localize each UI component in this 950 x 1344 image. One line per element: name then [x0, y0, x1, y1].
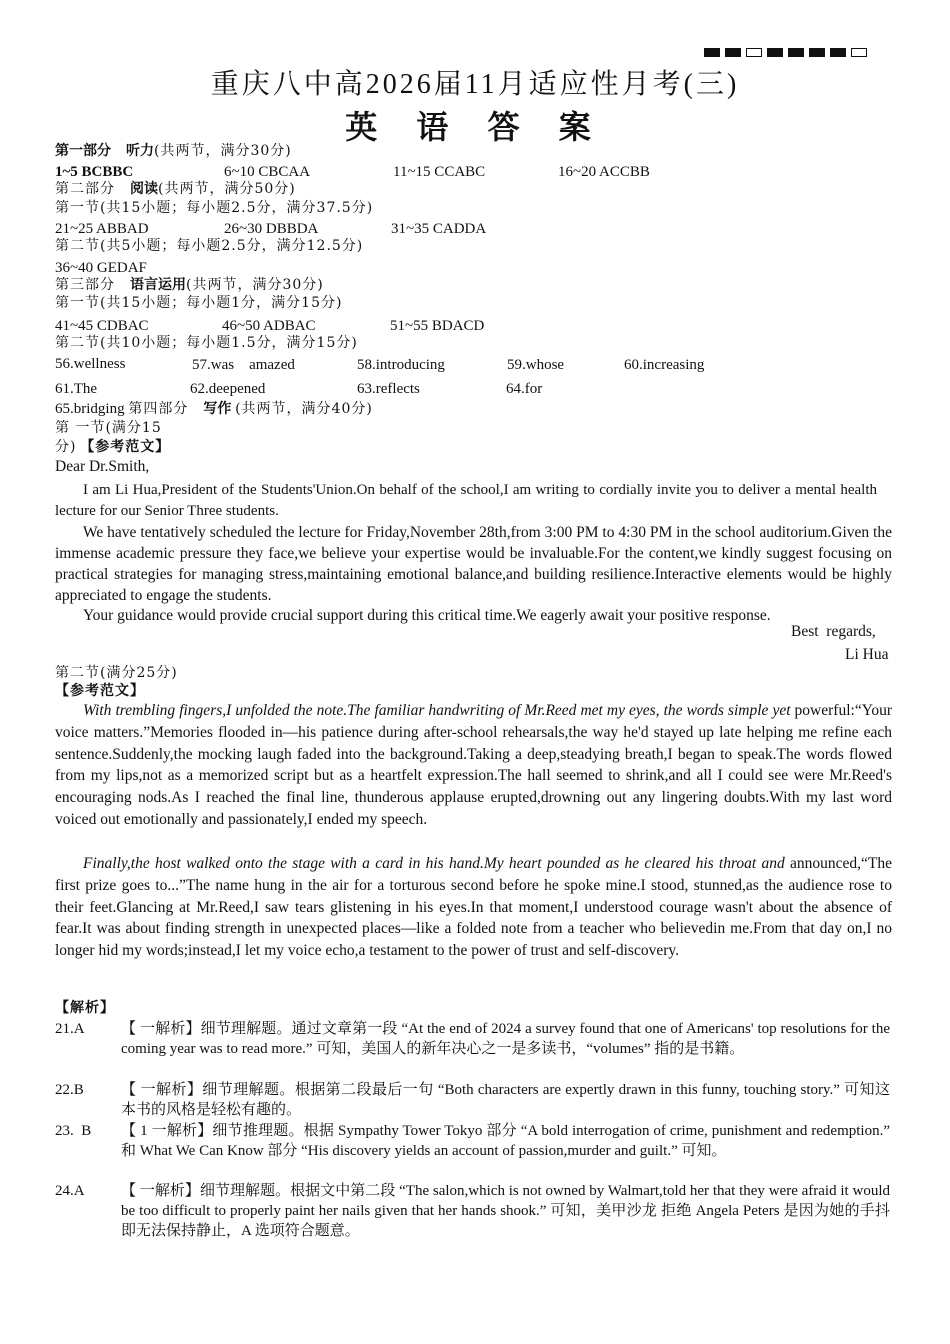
analysis-text: 【 一解析】细节理解题。通过文章第一段 “At the end of 2024 a survey found that one of Americans' top resolutions for the coming year was to read more.” 可知，美国人的新年决心之一是多读书，“volumes” 指的是书籍。: [121, 1021, 890, 1057]
letter-paragraph: We have tentatively scheduled the lecture for Friday,November 28th,from 3:00 PM to 4:30 PM in the school auditorium.Given the immense academic pressure they face,we believe your expertise would be invaluable.For the content,we kindly suggest focusing on practical strategies for managing stress,maintaining emotional balance,and building resilience.Interactive elements would be highly appreciated to engage the students.: [55, 524, 892, 604]
header-mark: [851, 48, 867, 57]
letter-greeting: Dear Dr.Smith,: [55, 458, 150, 475]
part1-name: 听力: [126, 143, 154, 159]
analysis-number: 22.B: [55, 1082, 84, 1098]
analysis-item: [55, 1019, 890, 1059]
part4-label: 第四部分: [128, 401, 189, 417]
reference-label: 【参考范文】: [55, 683, 145, 699]
story-text: powerful:“Your voice matters.”Memories flooded in—his patience during after-school rehearsals,the way he'd stayed up late helping me refine each sentence.Suddenly,the mocking laugh faded into the background.Taking a deep,steadying breath,I began to speak.The words flowed from my lips,not as a memorized script but as a heartfelt expression.The hall seemed to shrink,and all I could see were Mr.Reed's encouraging nods.As I reached the final line, thunderous applause erupted,drowning out any lingering doubts.With my last word voiced out emotionally and passionately,I ended my speech.: [55, 702, 892, 828]
fill-answer: 56.wellness: [55, 356, 126, 372]
part3-label: 第三部分: [55, 277, 115, 293]
part2-name: 阅读: [130, 181, 158, 197]
analysis-text: 【 一解析】细节理解题。根据文中第二段 “The salon,which is not owned by Walmart,told her that they were afraid it would be too difficult to properly paint her nails given that her hands shook.” 可知，美甲沙龙 拒绝 Angela Peters 是因为她的手抖即无法保持静止，A 选项符合题意。: [121, 1183, 890, 1239]
analysis-number: 23. B: [55, 1123, 92, 1139]
analysis-heading: 【解析】: [55, 1000, 115, 1016]
answer-group: 26~30 DBBDA: [224, 221, 319, 237]
answer-group: 16~20 ACCBB: [558, 164, 650, 180]
answer-group: 21~25 ABBAD: [55, 221, 149, 237]
writing-section1-score: 分): [55, 439, 77, 455]
part1-heading: [55, 142, 292, 161]
letter-closing: Best regards,: [791, 623, 876, 640]
page-title: 重庆八中高2026届11月适应性月考(三): [210, 69, 740, 100]
header-mark: [767, 48, 783, 57]
letter-signature: Li Hua: [845, 646, 889, 663]
part4-heading: [55, 400, 373, 419]
answer-group: 51~55 BDACD: [390, 318, 485, 334]
section-heading: 第二节(共10小题；每小题1.5分，满分15分): [55, 335, 358, 351]
header-mark: [830, 48, 846, 57]
header-marks: [704, 48, 867, 57]
section-heading: 第二节(共5小题；每小题2.5分，满分12.5分): [55, 238, 364, 254]
answer-group: 36~40 GEDAF: [55, 260, 147, 276]
analysis-text: 【 一解析】细节理解题。根据第二段最后一句 “Both characters are expertly drawn in this funny, touching story.” 可知这本书的风格是轻松有趣的。: [121, 1082, 890, 1118]
fill-answer: 65.bridging: [55, 401, 125, 417]
part3-note: (共两节，满分30分): [186, 277, 324, 293]
header-mark: [788, 48, 804, 57]
section-heading: 第一节(共15小题；每小题1分，满分15分): [55, 295, 343, 311]
header-mark: [725, 48, 741, 57]
part4-note: (共两节，满分40分): [235, 401, 373, 417]
story-paragraph: [55, 700, 892, 831]
section-heading: 第一节(共15小题；每小题2.5分，满分37.5分): [55, 200, 374, 216]
part1-note: (共两节，满分30分): [154, 143, 292, 159]
fill-answer: 60.increasing: [624, 357, 705, 373]
writing-section2-heading: 第二节(满分25分): [55, 665, 178, 681]
fill-answer: 62.deepened: [190, 381, 266, 397]
part2-heading: [55, 180, 296, 199]
letter-paragraph: I am Li Hua,President of the Students'Union.On behalf of the school,I am writing to cordially invite you to deliver a mental health lecture for our Senior Three students.: [55, 482, 877, 519]
analysis-item: [55, 1121, 890, 1161]
answer-group: 6~10 CBCAA: [224, 164, 311, 180]
analysis-item: [55, 1080, 890, 1120]
fill-answer: 57.was amazed: [192, 357, 295, 373]
answer-group: 1~5 BCBBC: [55, 164, 134, 180]
part1-label: 第一部分: [55, 143, 111, 159]
header-mark: [704, 48, 720, 57]
fill-answer: 63.reflects: [357, 381, 420, 397]
part3-heading: [55, 276, 324, 295]
answer-group: 31~35 CADDA: [391, 221, 487, 237]
answer-group: 46~50 ADBAC: [222, 318, 316, 334]
writing-section1-heading: 第 一节(满分15: [55, 420, 162, 436]
page-subtitle: 英 语 答 案: [345, 108, 605, 146]
answer-group: 11~15 CCABC: [393, 164, 486, 180]
part2-note: (共两节，满分50分): [158, 181, 296, 197]
part2-label: 第二部分: [55, 181, 115, 197]
analysis-text: 【 1 一解析】细节推理题。根据 Sympathy Tower Tokyo 部分 “A bold interrogation of crime, punishment and redemption.” 和 What We Can Know 部分 “His discovery yields an account of passion,murder and guilt.” 可知。: [121, 1123, 890, 1159]
answer-group: 41~45 CDBAC: [55, 318, 149, 334]
letter-paragraph: Your guidance would provide crucial support during this critical time.We eagerly await your positive response.: [83, 607, 771, 624]
fill-answer: 58.introducing: [357, 357, 445, 373]
writing-section1-ref: [55, 438, 170, 457]
fill-answer: 59.whose: [507, 357, 565, 373]
analysis-item: [55, 1181, 890, 1241]
header-mark: [809, 48, 825, 57]
part3-name: 语言运用: [130, 277, 186, 293]
part4-name: 写作: [203, 401, 232, 417]
story-prompt: Finally,the host walked onto the stage with a card in his hand.My heart pounded as he cleared his throat and: [83, 855, 785, 872]
story-paragraph: [55, 853, 892, 962]
story-text: announced,“The first prize goes to...”The name hung in the air for a torturous second before he spoke mine.I stood, stunned,as the audience rose to their feet.Glancing at Mr.Reed,I saw tears glistening in his eyes.In that moment,I understood courage wasn't about the absence of fear.It was about finding strength in unexpected places—like a folded note from a teacher who believedin me.From that day on,I no longer hid my words;instead,I let my voice echo,a testament to the power of trust and self-discovery.: [55, 855, 892, 960]
fill-answer: 61.The: [55, 381, 98, 397]
story-prompt: With trembling fingers,I unfolded the note.The familiar handwriting of Mr.Reed met my eyes, the words simple yet: [83, 702, 791, 719]
analysis-number: 21.A: [55, 1021, 85, 1037]
reference-label: 【参考范文】: [80, 439, 171, 455]
analysis-number: 24.A: [55, 1183, 85, 1199]
header-mark: [746, 48, 762, 57]
fill-answer: 64.for: [506, 381, 543, 397]
